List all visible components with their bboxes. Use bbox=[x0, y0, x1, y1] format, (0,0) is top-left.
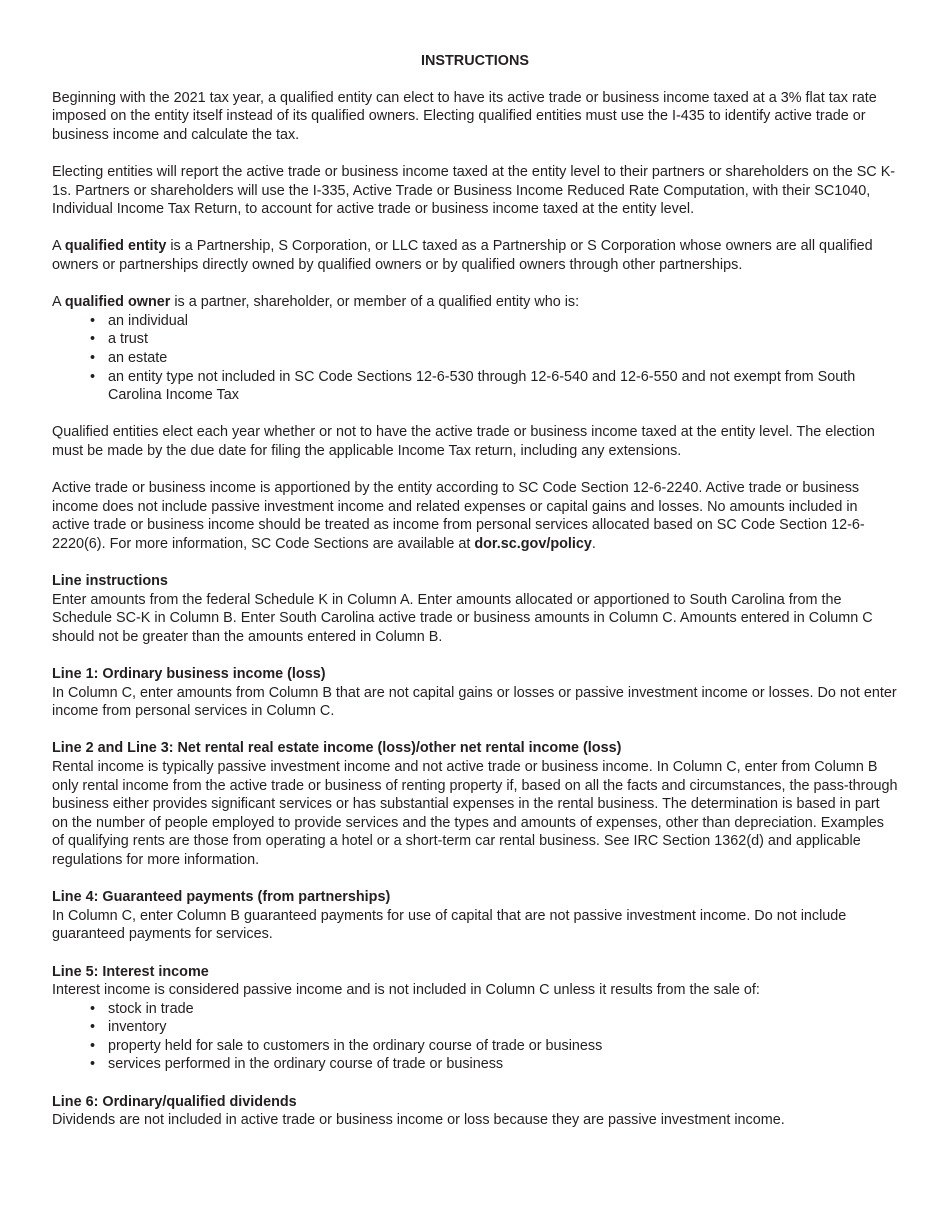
intro-paragraph-2: Electing entities will report the active trade or business income taxed at the entity level to their partners or shareholders on the SC K-1s. Partners or shareholders will use the I-335, Active Trade or Business Income Reduced Rate Computation, with their SC1040, Individual Income Tax Return, to account for active trade or business income taxed at the entity level. bbox=[52, 163, 896, 218]
page-title: INSTRUCTIONS bbox=[421, 53, 529, 69]
section-title: Line instructions bbox=[52, 573, 168, 590]
section-body: In Column C, enter amounts from Column B that are not capital gains or losses or passive investment income or losses. Do not enter income from personal services in Column C. bbox=[52, 684, 897, 720]
qe-rest: is a Partnership, S Corporation, or LLC taxed as a Partnership or S Corporation whose owners are all qualified owners or partnerships directly owned by qualified owners or by qualified owners through other partnerships. bbox=[52, 238, 873, 273]
section-line-instructions bbox=[52, 572, 898, 646]
section-title: Line 1: Ordinary business income (loss) bbox=[52, 666, 326, 682]
list-item: • services performed in the ordinary course of trade or business bbox=[108, 1055, 898, 1074]
qo-prefix: A bbox=[52, 294, 65, 311]
qualified-entity-term: qualified entity bbox=[64, 238, 167, 255]
apportionment-paragraph bbox=[52, 479, 898, 553]
list-item: • property held for sale to customers in the ordinary course of trade or business bbox=[108, 1037, 898, 1056]
qualified-owner-term: qualified owner bbox=[64, 294, 171, 311]
apportionment-end: . bbox=[591, 535, 596, 552]
instructions-page bbox=[52, 52, 898, 1130]
section-title: Line 6: Ordinary/qualified dividends bbox=[52, 1093, 297, 1110]
qualified-owner-list bbox=[52, 312, 898, 405]
section-body: Interest income is considered passive income and is not included in Column C unless it results from the sale of: bbox=[52, 982, 760, 999]
interest-income-list bbox=[52, 1000, 898, 1074]
section-title: Line 4: Guaranteed payments (from partnerships) bbox=[52, 889, 391, 906]
list-item: • a trust bbox=[108, 330, 898, 349]
list-item: • stock in trade bbox=[108, 1000, 898, 1019]
section-line-6 bbox=[52, 1093, 898, 1130]
list-item: • inventory bbox=[108, 1018, 898, 1037]
section-body: In Column C, enter Column B guaranteed payments for use of capital that are not passive investment income. Do not include guaranteed payments for services. bbox=[52, 907, 847, 943]
policy-link[interactable]: dor.sc.gov/policy bbox=[474, 535, 592, 552]
qualified-owner-definition bbox=[52, 293, 898, 405]
section-body: Enter amounts from the federal Schedule K in Column A. Enter amounts allocated or apportioned to South Carolina from the Schedule SC-K in Column B. Enter South Carolina active trade or business amounts in Column C. Amounts entered in Column C should not be greater than the amounts entered in Column B. bbox=[52, 591, 873, 645]
qo-rest: is a partner, shareholder, or member of a qualified entity who is: bbox=[170, 294, 580, 311]
qo-lead bbox=[52, 293, 898, 312]
section-line-4 bbox=[52, 888, 898, 944]
section-line-5 bbox=[52, 963, 898, 1075]
section-line-2-3 bbox=[52, 739, 898, 869]
apportionment-text: Active trade or business income is apportioned by the entity according to SC Code Section 12-6-2240. Active trade or business income does not include passive investment income and related expenses or capital gains and losses. No amounts included in active trade or business income should be treated as income from personal services allocated based on SC Code Section 12-6-2220(6). For more information, SC Code Sections are available at bbox=[52, 480, 865, 552]
section-title: Line 2 and Line 3: Net rental real estate income (loss)/other net rental income (loss) bbox=[52, 740, 622, 757]
list-item: • an individual bbox=[108, 312, 898, 331]
section-title: Line 5: Interest income bbox=[52, 963, 209, 980]
section-body: Dividends are not included in active trade or business income or loss because they are passive investment income. bbox=[52, 1112, 785, 1129]
section-line-1 bbox=[52, 665, 898, 721]
list-item: • an entity type not included in SC Code Sections 12-6-530 through 12-6-540 and 12-6-550 and not exempt from South Carolina Income Tax bbox=[108, 368, 898, 405]
section-body: Rental income is typically passive investment income and not active trade or business income. In Column C, enter from Column B only rental income from the active trade or business of renting property if, based on all the facts and circumstances, the pass-through business either provides significant services or has substantial expenses in the rental business. The determination is based in part on the number of people employed to provide services and the types and amounts of expenses, other than depreciation. Examples of qualifying rents are those from operating a hotel or a short-term car rental business. See IRC Section 1362(d) and applicable regulations for more information. bbox=[52, 758, 898, 868]
list-item: • an estate bbox=[108, 349, 898, 368]
election-paragraph: Qualified entities elect each year whether or not to have the active trade or business income taxed at the entity level. The election must be made by the due date for filing the applicable Income Tax return, including any extensions. bbox=[52, 424, 875, 459]
intro-paragraph-1: Beginning with the 2021 tax year, a qualified entity can elect to have its active trade or business income taxed at a 3% flat tax rate imposed on the entity itself instead of its qualified owners. Electing qualified entities must use the I-435 to identify active trade or business income and calculate the tax. bbox=[52, 89, 877, 143]
qualified-entity-definition bbox=[52, 237, 898, 274]
qe-prefix: A bbox=[52, 238, 65, 255]
